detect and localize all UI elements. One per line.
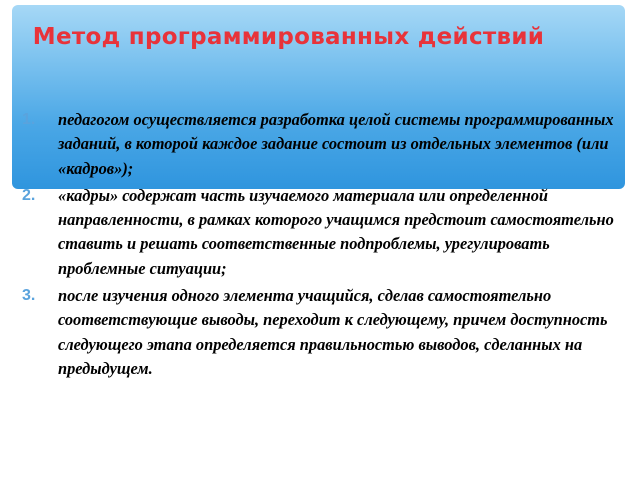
list-item	[22, 184, 624, 281]
slide-title: Метод программированных действий	[32, 24, 545, 50]
list-item-text: педагогом осуществляется разработка целой системы программированных заданий, в которой каждое задание состоит из отдельных элементов (или «кадров»);	[58, 110, 614, 178]
list-number: 2.	[22, 186, 36, 204]
list-number: 1.	[22, 111, 36, 128]
numbered-list	[22, 108, 624, 384]
list-item	[22, 284, 624, 381]
list-number: 3.	[22, 287, 36, 305]
list-item-text: после изучения одного элемента учащийся, сделав самостоятельно соответствующие выводы, переходит к следующему, причем доступность следующего этапа определяется правильностью выводов, сделанных на предыдущем.	[58, 286, 608, 378]
list-item	[22, 108, 624, 181]
list-item-text: «кадры» содержат часть изучаемого материала или определенной направленности, в рамках которого учащимся предстоит самостоятельно ставить и решать соответственные подпроблемы, урегулировать проблемные ситуации;	[58, 185, 614, 278]
